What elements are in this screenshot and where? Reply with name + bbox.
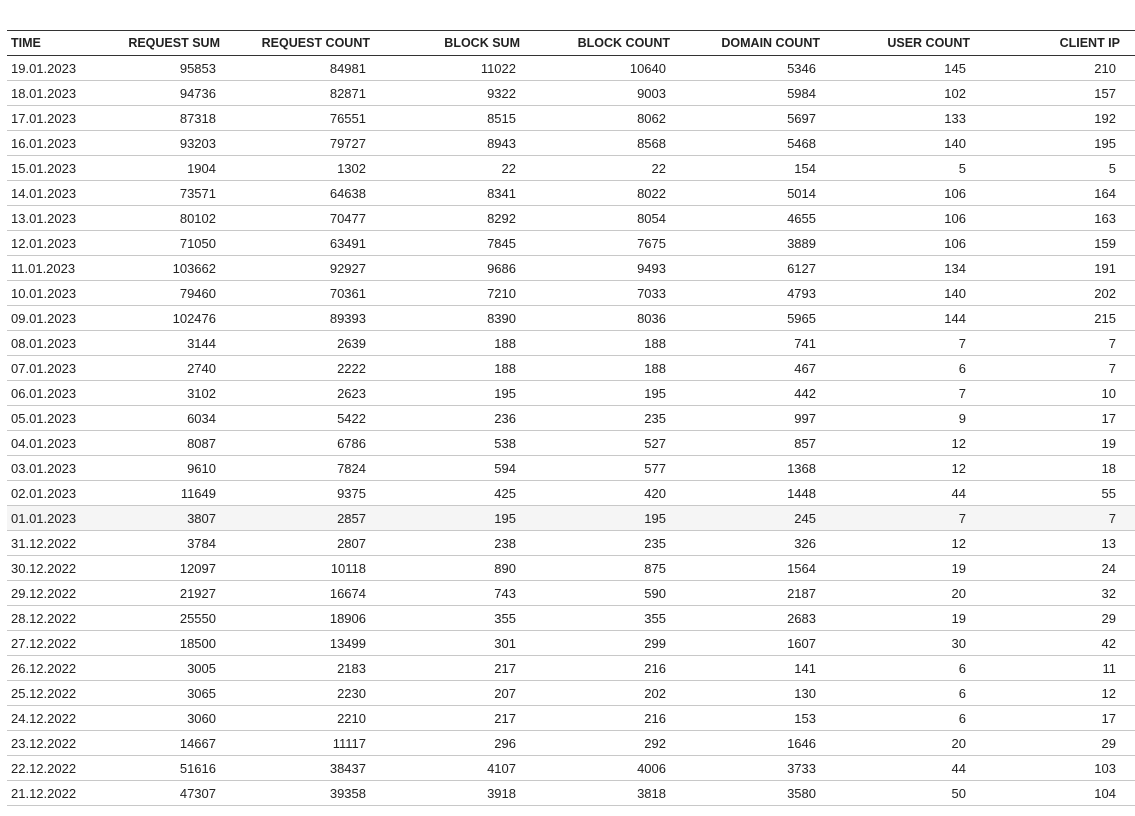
- request-count-cell: 6786: [231, 431, 381, 456]
- time-cell: 14.01.2023: [7, 181, 87, 206]
- block-count-cell: 527: [531, 431, 681, 456]
- client-ip-cell: 55: [981, 481, 1135, 506]
- request-sum-cell: 71050: [87, 231, 231, 256]
- client-ip-cell: 159: [981, 231, 1135, 256]
- domain-count-cell: 1564: [681, 556, 831, 581]
- block-count-cell: 195: [531, 381, 681, 406]
- table-row[interactable]: [7, 406, 1135, 431]
- time-cell: 22.12.2022: [7, 756, 87, 781]
- block-count-cell: 10640: [531, 56, 681, 81]
- request-count-cell: 2183: [231, 656, 381, 681]
- user-count-cell: 144: [831, 306, 981, 331]
- block-count-cell: 3818: [531, 781, 681, 806]
- table-row[interactable]: [7, 506, 1135, 531]
- time-cell: 26.12.2022: [7, 656, 87, 681]
- table-row[interactable]: [7, 231, 1135, 256]
- request-sum-cell: 12097: [87, 556, 231, 581]
- block-sum-cell: 8341: [381, 181, 531, 206]
- block-count-cell: 8568: [531, 131, 681, 156]
- table-row[interactable]: [7, 156, 1135, 181]
- block-sum-cell: 425: [381, 481, 531, 506]
- block-count-cell: 420: [531, 481, 681, 506]
- block-count-cell: 8036: [531, 306, 681, 331]
- table-row[interactable]: [7, 281, 1135, 306]
- request-count-cell: 2639: [231, 331, 381, 356]
- client-ip-cell: 191: [981, 256, 1135, 281]
- time-cell: 27.12.2022: [7, 631, 87, 656]
- client-ip-cell: 163: [981, 206, 1135, 231]
- block-sum-cell: 207: [381, 681, 531, 706]
- time-cell: 29.12.2022: [7, 581, 87, 606]
- request-count-cell: 1302: [231, 156, 381, 181]
- table-row[interactable]: [7, 731, 1135, 756]
- column-header-time[interactable]: TIME: [7, 31, 87, 56]
- user-count-cell: 20: [831, 581, 981, 606]
- time-cell: 18.01.2023: [7, 81, 87, 106]
- domain-count-cell: 1448: [681, 481, 831, 506]
- column-header-block-count[interactable]: BLOCK COUNT: [531, 31, 681, 56]
- table-row[interactable]: [7, 306, 1135, 331]
- request-sum-cell: 3065: [87, 681, 231, 706]
- user-count-cell: 12: [831, 431, 981, 456]
- client-ip-cell: 103: [981, 756, 1135, 781]
- domain-count-cell: 245: [681, 506, 831, 531]
- block-count-cell: 216: [531, 656, 681, 681]
- client-ip-cell: 164: [981, 181, 1135, 206]
- column-header-block-sum[interactable]: BLOCK SUM: [381, 31, 531, 56]
- block-sum-cell: 743: [381, 581, 531, 606]
- time-cell: 21.12.2022: [7, 781, 87, 806]
- client-ip-cell: 192: [981, 106, 1135, 131]
- domain-count-cell: 6127: [681, 256, 831, 281]
- block-sum-cell: 11022: [381, 56, 531, 81]
- block-count-cell: 22: [531, 156, 681, 181]
- request-count-cell: 9375: [231, 481, 381, 506]
- time-cell: 09.01.2023: [7, 306, 87, 331]
- request-count-cell: 64638: [231, 181, 381, 206]
- request-sum-cell: 6034: [87, 406, 231, 431]
- block-sum-cell: 594: [381, 456, 531, 481]
- time-cell: 30.12.2022: [7, 556, 87, 581]
- request-sum-cell: 11649: [87, 481, 231, 506]
- user-count-cell: 106: [831, 206, 981, 231]
- domain-count-cell: 5014: [681, 181, 831, 206]
- user-count-cell: 6: [831, 356, 981, 381]
- table-body: [7, 56, 1135, 806]
- user-count-cell: 6: [831, 706, 981, 731]
- time-cell: 02.01.2023: [7, 481, 87, 506]
- request-sum-cell: 87318: [87, 106, 231, 131]
- user-count-cell: 140: [831, 281, 981, 306]
- table-row[interactable]: [7, 81, 1135, 106]
- client-ip-cell: 104: [981, 781, 1135, 806]
- table-row[interactable]: [7, 606, 1135, 631]
- time-cell: 12.01.2023: [7, 231, 87, 256]
- request-count-cell: 89393: [231, 306, 381, 331]
- domain-count-cell: 154: [681, 156, 831, 181]
- block-sum-cell: 22: [381, 156, 531, 181]
- request-sum-cell: 79460: [87, 281, 231, 306]
- table-row[interactable]: [7, 481, 1135, 506]
- block-count-cell: 4006: [531, 756, 681, 781]
- request-sum-cell: 3807: [87, 506, 231, 531]
- block-count-cell: 355: [531, 606, 681, 631]
- column-header-user-count[interactable]: USER COUNT: [831, 31, 981, 56]
- time-cell: 06.01.2023: [7, 381, 87, 406]
- request-sum-cell: 73571: [87, 181, 231, 206]
- client-ip-cell: 24: [981, 556, 1135, 581]
- table-row[interactable]: [7, 581, 1135, 606]
- domain-count-cell: 1368: [681, 456, 831, 481]
- table-row[interactable]: [7, 131, 1135, 156]
- client-ip-cell: 11: [981, 656, 1135, 681]
- client-ip-cell: 157: [981, 81, 1135, 106]
- client-ip-cell: 29: [981, 606, 1135, 631]
- client-ip-cell: 7: [981, 356, 1135, 381]
- client-ip-cell: 18: [981, 456, 1135, 481]
- time-cell: 23.12.2022: [7, 731, 87, 756]
- request-count-cell: 63491: [231, 231, 381, 256]
- table-row[interactable]: [7, 781, 1135, 806]
- domain-count-cell: 3889: [681, 231, 831, 256]
- request-sum-cell: 14667: [87, 731, 231, 756]
- block-count-cell: 216: [531, 706, 681, 731]
- request-sum-cell: 102476: [87, 306, 231, 331]
- domain-count-cell: 3733: [681, 756, 831, 781]
- domain-count-cell: 5468: [681, 131, 831, 156]
- block-sum-cell: 8292: [381, 206, 531, 231]
- block-sum-cell: 8943: [381, 131, 531, 156]
- table-row[interactable]: [7, 456, 1135, 481]
- time-cell: 28.12.2022: [7, 606, 87, 631]
- user-count-cell: 19: [831, 556, 981, 581]
- request-count-cell: 76551: [231, 106, 381, 131]
- time-cell: 16.01.2023: [7, 131, 87, 156]
- request-count-cell: 38437: [231, 756, 381, 781]
- user-count-cell: 140: [831, 131, 981, 156]
- request-sum-cell: 51616: [87, 756, 231, 781]
- column-header-request-sum[interactable]: REQUEST SUM: [87, 31, 231, 56]
- block-count-cell: 875: [531, 556, 681, 581]
- client-ip-cell: 12: [981, 681, 1135, 706]
- block-count-cell: 7033: [531, 281, 681, 306]
- table-row[interactable]: [7, 681, 1135, 706]
- request-sum-cell: 1904: [87, 156, 231, 181]
- block-sum-cell: 217: [381, 656, 531, 681]
- user-count-cell: 7: [831, 506, 981, 531]
- domain-count-cell: 326: [681, 531, 831, 556]
- domain-count-cell: 1646: [681, 731, 831, 756]
- table-row[interactable]: [7, 181, 1135, 206]
- request-count-cell: 16674: [231, 581, 381, 606]
- time-cell: 11.01.2023: [7, 256, 87, 281]
- block-sum-cell: 188: [381, 356, 531, 381]
- client-ip-cell: 32: [981, 581, 1135, 606]
- block-sum-cell: 8515: [381, 106, 531, 131]
- block-sum-cell: 296: [381, 731, 531, 756]
- column-header-request-count[interactable]: REQUEST COUNT: [231, 31, 381, 56]
- block-count-cell: 195: [531, 506, 681, 531]
- time-cell: 07.01.2023: [7, 356, 87, 381]
- request-sum-cell: 3784: [87, 531, 231, 556]
- block-sum-cell: 195: [381, 381, 531, 406]
- request-count-cell: 2623: [231, 381, 381, 406]
- stats-table: [7, 30, 1135, 806]
- request-sum-cell: 94736: [87, 81, 231, 106]
- block-count-cell: 9493: [531, 256, 681, 281]
- request-count-cell: 84981: [231, 56, 381, 81]
- client-ip-cell: 5: [981, 156, 1135, 181]
- block-sum-cell: 236: [381, 406, 531, 431]
- domain-count-cell: 2683: [681, 606, 831, 631]
- table-row[interactable]: [7, 756, 1135, 781]
- block-count-cell: 235: [531, 531, 681, 556]
- table-row[interactable]: [7, 56, 1135, 81]
- client-ip-cell: 42: [981, 631, 1135, 656]
- request-count-cell: 39358: [231, 781, 381, 806]
- client-ip-cell: 202: [981, 281, 1135, 306]
- block-count-cell: 235: [531, 406, 681, 431]
- table-row[interactable]: [7, 631, 1135, 656]
- client-ip-cell: 17: [981, 406, 1135, 431]
- block-sum-cell: 217: [381, 706, 531, 731]
- user-count-cell: 5: [831, 156, 981, 181]
- block-sum-cell: 8390: [381, 306, 531, 331]
- block-count-cell: 9003: [531, 81, 681, 106]
- request-sum-cell: 3144: [87, 331, 231, 356]
- user-count-cell: 12: [831, 531, 981, 556]
- domain-count-cell: 3580: [681, 781, 831, 806]
- domain-count-cell: 5697: [681, 106, 831, 131]
- client-ip-cell: 10: [981, 381, 1135, 406]
- block-count-cell: 7675: [531, 231, 681, 256]
- block-count-cell: 292: [531, 731, 681, 756]
- request-count-cell: 70477: [231, 206, 381, 231]
- table-row[interactable]: [7, 331, 1135, 356]
- request-count-cell: 92927: [231, 256, 381, 281]
- request-count-cell: 2857: [231, 506, 381, 531]
- domain-count-cell: 5984: [681, 81, 831, 106]
- request-count-cell: 11117: [231, 731, 381, 756]
- block-count-cell: 577: [531, 456, 681, 481]
- table-row[interactable]: [7, 256, 1135, 281]
- user-count-cell: 145: [831, 56, 981, 81]
- request-sum-cell: 2740: [87, 356, 231, 381]
- user-count-cell: 102: [831, 81, 981, 106]
- user-count-cell: 133: [831, 106, 981, 131]
- header-row: [7, 31, 1135, 56]
- block-count-cell: 202: [531, 681, 681, 706]
- user-count-cell: 20: [831, 731, 981, 756]
- user-count-cell: 44: [831, 481, 981, 506]
- client-ip-cell: 19: [981, 431, 1135, 456]
- request-sum-cell: 3102: [87, 381, 231, 406]
- table-row[interactable]: [7, 431, 1135, 456]
- domain-count-cell: 997: [681, 406, 831, 431]
- column-header-client-ip[interactable]: CLIENT IP: [981, 31, 1135, 56]
- request-count-cell: 79727: [231, 131, 381, 156]
- request-sum-cell: 47307: [87, 781, 231, 806]
- block-count-cell: 188: [531, 356, 681, 381]
- block-sum-cell: 4107: [381, 756, 531, 781]
- time-cell: 10.01.2023: [7, 281, 87, 306]
- table-row[interactable]: [7, 206, 1135, 231]
- block-sum-cell: 301: [381, 631, 531, 656]
- user-count-cell: 7: [831, 331, 981, 356]
- request-count-cell: 2807: [231, 531, 381, 556]
- time-cell: 17.01.2023: [7, 106, 87, 131]
- request-count-cell: 5422: [231, 406, 381, 431]
- block-sum-cell: 188: [381, 331, 531, 356]
- domain-count-cell: 857: [681, 431, 831, 456]
- time-cell: 05.01.2023: [7, 406, 87, 431]
- request-count-cell: 2210: [231, 706, 381, 731]
- request-sum-cell: 18500: [87, 631, 231, 656]
- domain-count-cell: 130: [681, 681, 831, 706]
- block-sum-cell: 538: [381, 431, 531, 456]
- client-ip-cell: 29: [981, 731, 1135, 756]
- block-sum-cell: 9686: [381, 256, 531, 281]
- block-count-cell: 299: [531, 631, 681, 656]
- request-count-cell: 2222: [231, 356, 381, 381]
- stats-table-container: [7, 30, 1135, 806]
- block-sum-cell: 3918: [381, 781, 531, 806]
- domain-count-cell: 741: [681, 331, 831, 356]
- domain-count-cell: 4793: [681, 281, 831, 306]
- block-sum-cell: 7210: [381, 281, 531, 306]
- request-count-cell: 82871: [231, 81, 381, 106]
- domain-count-cell: 153: [681, 706, 831, 731]
- domain-count-cell: 1607: [681, 631, 831, 656]
- table-row[interactable]: [7, 356, 1135, 381]
- request-sum-cell: 9610: [87, 456, 231, 481]
- domain-count-cell: 5965: [681, 306, 831, 331]
- table-row[interactable]: [7, 656, 1135, 681]
- table-row[interactable]: [7, 556, 1135, 581]
- time-cell: 31.12.2022: [7, 531, 87, 556]
- block-sum-cell: 890: [381, 556, 531, 581]
- request-count-cell: 10118: [231, 556, 381, 581]
- user-count-cell: 19: [831, 606, 981, 631]
- request-count-cell: 13499: [231, 631, 381, 656]
- request-sum-cell: 93203: [87, 131, 231, 156]
- table-row[interactable]: [7, 706, 1135, 731]
- user-count-cell: 30: [831, 631, 981, 656]
- time-cell: 08.01.2023: [7, 331, 87, 356]
- request-sum-cell: 103662: [87, 256, 231, 281]
- table-row[interactable]: [7, 106, 1135, 131]
- client-ip-cell: 13: [981, 531, 1135, 556]
- user-count-cell: 9: [831, 406, 981, 431]
- block-count-cell: 188: [531, 331, 681, 356]
- block-sum-cell: 195: [381, 506, 531, 531]
- block-count-cell: 8062: [531, 106, 681, 131]
- request-count-cell: 7824: [231, 456, 381, 481]
- table-header: [7, 31, 1135, 56]
- user-count-cell: 6: [831, 656, 981, 681]
- request-count-cell: 70361: [231, 281, 381, 306]
- user-count-cell: 50: [831, 781, 981, 806]
- block-sum-cell: 7845: [381, 231, 531, 256]
- domain-count-cell: 467: [681, 356, 831, 381]
- domain-count-cell: 141: [681, 656, 831, 681]
- user-count-cell: 134: [831, 256, 981, 281]
- request-sum-cell: 3005: [87, 656, 231, 681]
- block-count-cell: 8022: [531, 181, 681, 206]
- user-count-cell: 106: [831, 181, 981, 206]
- request-sum-cell: 25550: [87, 606, 231, 631]
- user-count-cell: 44: [831, 756, 981, 781]
- time-cell: 04.01.2023: [7, 431, 87, 456]
- time-cell: 15.01.2023: [7, 156, 87, 181]
- column-header-domain-count[interactable]: DOMAIN COUNT: [681, 31, 831, 56]
- client-ip-cell: 215: [981, 306, 1135, 331]
- block-sum-cell: 9322: [381, 81, 531, 106]
- client-ip-cell: 7: [981, 331, 1135, 356]
- time-cell: 13.01.2023: [7, 206, 87, 231]
- domain-count-cell: 442: [681, 381, 831, 406]
- request-sum-cell: 80102: [87, 206, 231, 231]
- user-count-cell: 6: [831, 681, 981, 706]
- table-row[interactable]: [7, 531, 1135, 556]
- time-cell: 19.01.2023: [7, 56, 87, 81]
- table-row[interactable]: [7, 381, 1135, 406]
- domain-count-cell: 4655: [681, 206, 831, 231]
- block-sum-cell: 355: [381, 606, 531, 631]
- request-sum-cell: 95853: [87, 56, 231, 81]
- request-sum-cell: 8087: [87, 431, 231, 456]
- user-count-cell: 7: [831, 381, 981, 406]
- client-ip-cell: 210: [981, 56, 1135, 81]
- request-sum-cell: 21927: [87, 581, 231, 606]
- user-count-cell: 12: [831, 456, 981, 481]
- time-cell: 25.12.2022: [7, 681, 87, 706]
- user-count-cell: 106: [831, 231, 981, 256]
- time-cell: 24.12.2022: [7, 706, 87, 731]
- request-count-cell: 18906: [231, 606, 381, 631]
- time-cell: 03.01.2023: [7, 456, 87, 481]
- domain-count-cell: 5346: [681, 56, 831, 81]
- client-ip-cell: 7: [981, 506, 1135, 531]
- domain-count-cell: 2187: [681, 581, 831, 606]
- block-count-cell: 590: [531, 581, 681, 606]
- client-ip-cell: 195: [981, 131, 1135, 156]
- client-ip-cell: 17: [981, 706, 1135, 731]
- block-count-cell: 8054: [531, 206, 681, 231]
- block-sum-cell: 238: [381, 531, 531, 556]
- request-sum-cell: 3060: [87, 706, 231, 731]
- time-cell: 01.01.2023: [7, 506, 87, 531]
- request-count-cell: 2230: [231, 681, 381, 706]
